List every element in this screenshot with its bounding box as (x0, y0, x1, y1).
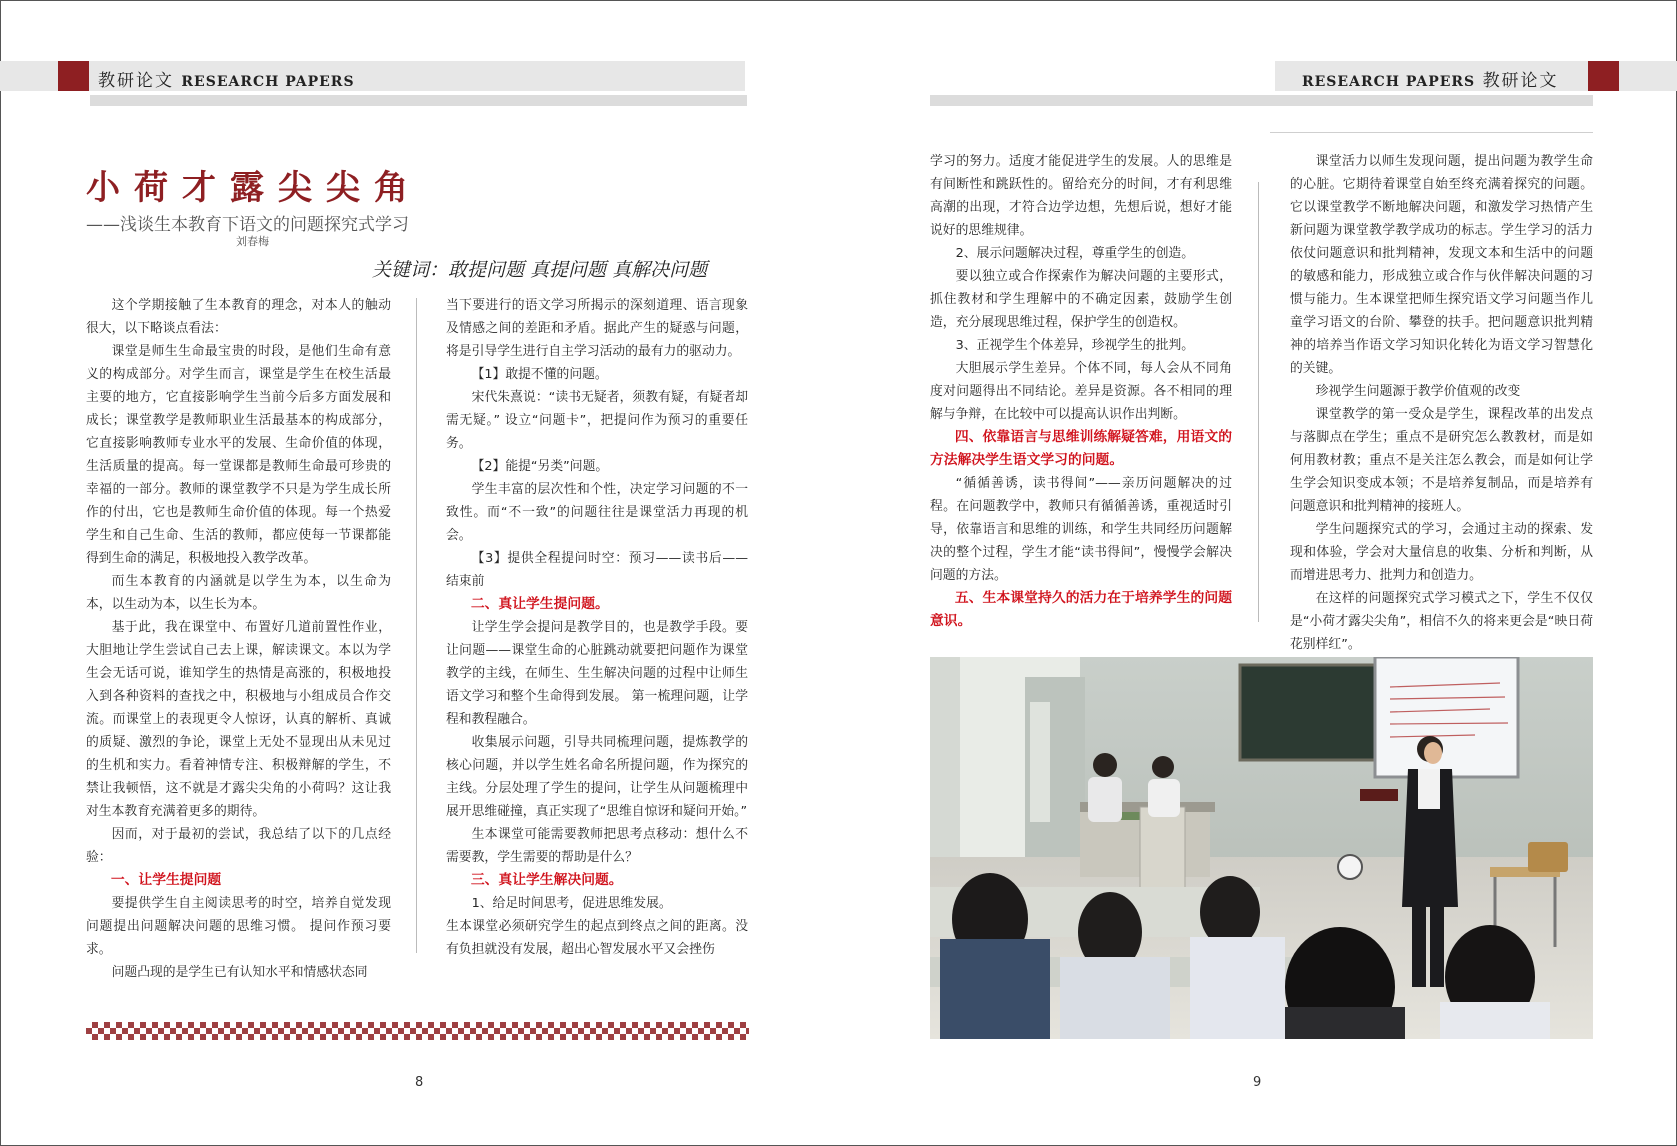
column-3 (930, 150, 1232, 633)
paragraph: 珍视学生问题源于教学价值观的改变 (1315, 384, 1521, 399)
checker-border (86, 1022, 749, 1040)
left-header-accent (58, 61, 89, 91)
left-header-en: RESEARCH PAPERS (181, 74, 355, 90)
article-author: 刘春梅 (236, 235, 269, 248)
section-heading: 一、让学生提问题 (110, 872, 222, 888)
section-heading: 三、真让学生解决问题。 (470, 872, 623, 888)
paragraph: 要以独立或合作探索作为解决问题的主要形式，抓住教材和学生理解中的不确定因素，鼓励学生创造，充分展现思维过程，保护学生的创造权。 (930, 269, 1232, 330)
paragraph: 学习的努力。适度才能促进学生的发展。人的思维是有间断性和跳跃性的。留给充分的时间，才有利思维高潮的出现，才符合边学边想，先想后说，想好才能说好的思维规律。 (930, 154, 1232, 238)
section-heading: 五、生本课堂持久的活力在于培养学生的问题意识。 (930, 590, 1232, 629)
paragraph: 大胆展示学生差异。个体不同，每人会从不同角度对问题得出不同结论。差异是资源。各不相同的理解与争辩，在比较中可以提高认识作出判断。 (930, 361, 1232, 422)
column-2 (446, 294, 748, 961)
left-header-title (98, 66, 355, 91)
column-divider-right (1258, 182, 1259, 622)
article-keywords: 关键词：敢提问题 真提问题 真解决问题 (372, 259, 708, 281)
article-title: 小荷才露尖尖角 (86, 168, 422, 208)
paragraph: “循循善诱，读书得间”——亲历问题解决的过程。在问题教学中，教师只有循循善诱，重视适时引导，依靠语言和思维的训练，和学生共同经历问题解决的整个过程，学生才能“读书得间”，慢慢学会解决问题的方法。 (930, 476, 1232, 583)
column-4 (1290, 150, 1593, 656)
paragraph: 基于此，我在课堂中、布置好几道前置性作业，大胆地让学生尝试自己去上课，解读课文。本以为学生会无话可说，谁知学生的热情是高涨的，积极地投入到各种资料的查找之中，积极地与小组成员合作交流。而课堂上的表现更令人惊讶，认真的解析、真诚的质疑、激烈的争论，课堂上无处不显现出从未见过的生机和实力。看着神情专注、积极辩解的学生，不禁让我顿悟，这不就是才露尖尖角的小荷吗？这让我对生本教育充满着更多的期待。 (86, 620, 391, 819)
page-number-left: 8 (415, 1075, 424, 1090)
paragraph: 这个学期接触了生本教育的理念，对本人的触动很大，以下略谈点看法： (86, 298, 391, 336)
paragraph: 要提供学生自主阅读思考的时空，培养自觉发现问题提出问题解决问题的思维习惯。 提问作预习要求。 (86, 896, 391, 957)
paragraph: 【3】提供全程提问时空：预习——读书后——结束前 (446, 551, 748, 589)
paragraph: 收集展示问题，引导共同梳理问题，提炼教学的核心问题，并以学生姓名命名所提问题，作为探究的主线。分层处理了学生的提问，让学生从问题梳理中展开思维碰撞，真正实现了“思维自惊讶和疑问开始。” (446, 735, 748, 819)
paragraph: 3、正视学生个体差异，珍视学生的批判。 (955, 338, 1195, 353)
paragraph: 生本课堂必须研究学生的起点到终点之间的距离。没有负担就没有发展，超出心智发展水平又会挫伤 (446, 919, 748, 957)
right-header-title (1302, 66, 1559, 91)
column-divider-left (416, 298, 417, 953)
right-header-en: RESEARCH PAPERS (1302, 74, 1476, 90)
paragraph: 学生问题探究式的学习，会通过主动的探索、发现和体验，学会对大量信息的收集、分析和判断，从而增进思考力、批判力和创造力。 (1290, 522, 1593, 583)
section-heading: 二、真让学生提问题。 (470, 596, 609, 612)
right-top-thin-rule (1270, 132, 1593, 133)
paragraph: 【1】敢提不懂的问题。 (471, 367, 608, 382)
paragraph: 【2】能提“另类”问题。 (471, 459, 609, 474)
column-1 (86, 294, 391, 984)
left-header-rule (90, 95, 747, 106)
left-header-cn: 教研论文 (98, 71, 174, 91)
classroom-photo (930, 657, 1593, 1039)
right-header-rule (930, 95, 1593, 106)
paragraph: 让学生学会提问是教学目的，也是教学手段。要让问题——课堂生命的心脏跳动就要把问题作为课堂教学的主线，在师生、生生解决问题的过程中让师生语文学习和整个生命得到发展。 第一梳理问题，让学程和教程融合。 (446, 620, 748, 727)
paragraph: 1、给足时间思考，促进思维发展。 (471, 896, 672, 911)
right-header-accent (1588, 61, 1619, 91)
paragraph: 因而，对于最初的尝试，我总结了以下的几点经验： (86, 827, 391, 865)
paragraph: 问题凸现的是学生已有认知水平和情感状态同 (111, 965, 368, 980)
article-subtitle: ——浅谈生本教育下语文的问题探究式学习 (86, 215, 409, 235)
paragraph: 在这样的问题探究式学习模式之下，学生不仅仅是“小荷才露尖尖角”，相信不久的将来更会是“映日荷花别样红”。 (1290, 591, 1593, 652)
paragraph: 生本课堂可能需要教师把思考点移动：想什么不需要教，学生需要的帮助是什么？ (446, 827, 748, 865)
paragraph: 课堂教学的第一受众是学生，课程改革的出发点与落脚点在学生；重点不是研究怎么教教材，而是如何用教材教；重点不是关注怎么教会，而是如何让学生学会知识变成本领；不是培养复制品，而是培养有问题意识和批判精神的接班人。 (1290, 407, 1593, 514)
paragraph: 2、展示问题解决过程，尊重学生的创造。 (955, 246, 1195, 261)
right-header-cn: 教研论文 (1482, 71, 1559, 91)
paragraph: 学生丰富的层次性和个性，决定学习问题的不一致性。而“不一致”的问题往往是课堂活力再现的机会。 (446, 482, 748, 543)
paragraph: 课堂是师生生命最宝贵的时段，是他们生命有意义的构成部分。对学生而言，课堂是学生在校生活最主要的地方，它直接影响学生当前今后多方面发展和成长；课堂教学是教师职业生活最基本的构成部分，它直接影响教师专业水平的发展、生命价值的体现，生活质量的提高。每一堂课都是教师生命最可珍贵的幸福的一部分。教师的课堂教学不只是为学生成长所作的付出，它也是教师生命价值的体现。每一个热爱学生和自己生命、生活的教师，都应使每一节课都能得到生命的满足，积极地投入教学改革。 (86, 344, 391, 566)
paragraph: 课堂活力以师生发现问题，提出问题为教学生命的心脏。它期待着课堂自始至终充满着探究的问题。它以课堂教学不断地解决问题，和激发学习热情产生新问题为课堂教学教学成功的标志。学生学习的活力依仗问题意识和批判精神，发现文本和生活中的问题的敏感和能力，形成独立或合作与伙伴解决问题的习惯与能力。生本课堂把师生探究语文学习问题当作儿童学习语文的台阶、攀登的扶手。把问题意识批判精神的培养当作语文学习知识化转化为语文学习智慧化的关键。 (1290, 154, 1593, 376)
section-heading: 四、依靠语言与思维训练解疑答难，用语文的方法解决学生语文学习的问题。 (930, 429, 1232, 468)
paragraph: 而生本教育的内涵就是以学生为本，以生命为本，以生动为本，以生长为本。 (86, 574, 391, 612)
paragraph: 当下要进行的语文学习所揭示的深刻道理、语言现象及情感之间的差距和矛盾。据此产生的疑惑与问题，将是引导学生进行自主学习活动的最有力的驱动力。 (446, 298, 748, 359)
page-number-right: 9 (1253, 1075, 1262, 1090)
paragraph: 宋代朱熹说：“读书无疑者，须教有疑，有疑者却需无疑。” 设立“问题卡”，把提问作为预习的重要任务。 (446, 390, 748, 451)
